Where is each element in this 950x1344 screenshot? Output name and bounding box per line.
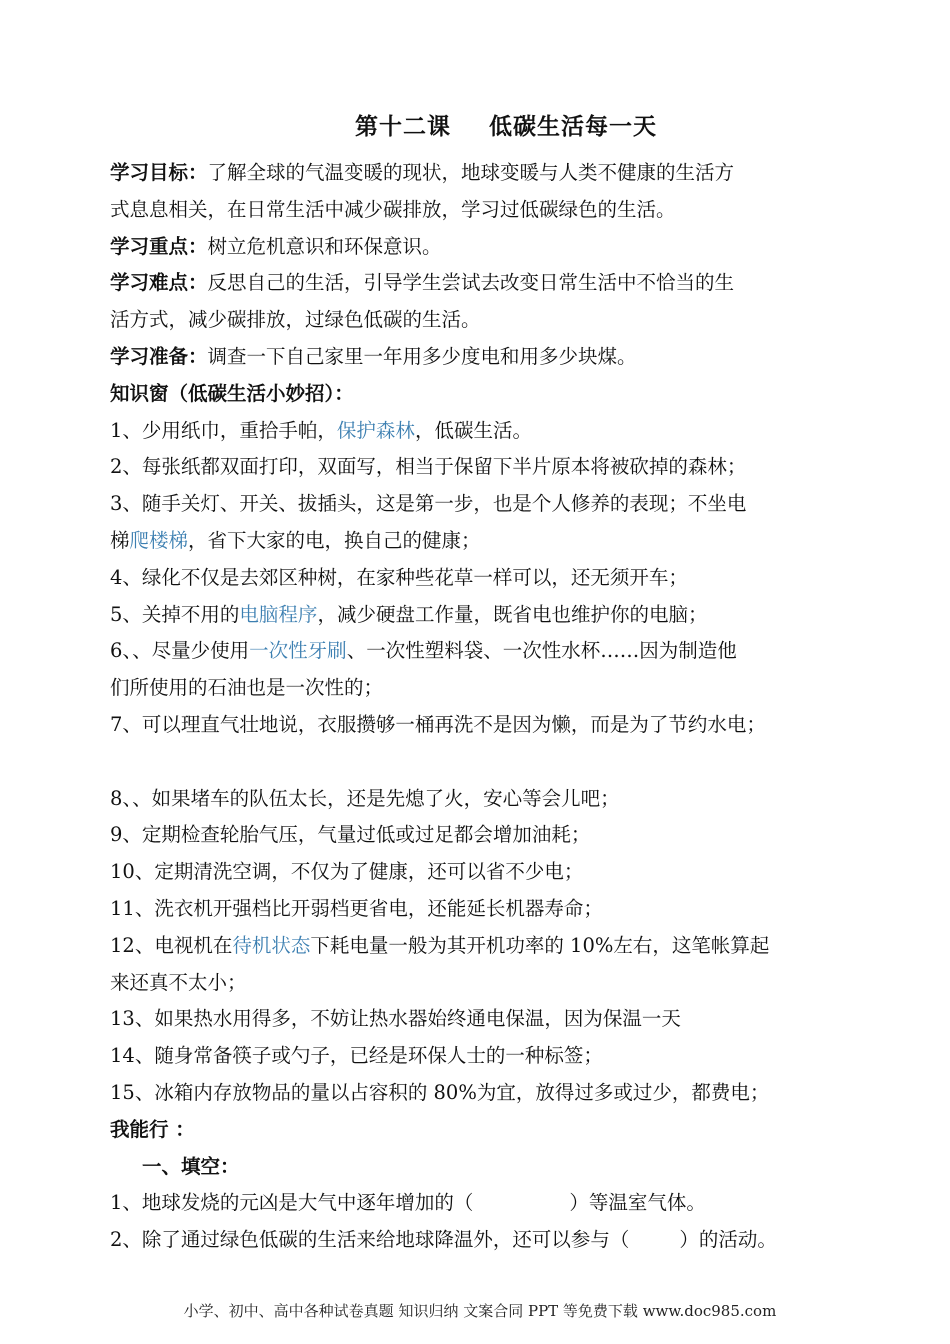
difficulty-line-2: 活方式，减少碳排放，过绿色低碳的生活。 xyxy=(110,308,481,332)
tip-5-text-b: ，减少硬盘工作量，既省电也维护你的电脑； xyxy=(317,602,708,626)
tip-15: 15、冰箱内存放物品的量以占容积的 80%为宜，放得过多或过少，都费电； xyxy=(110,1080,770,1104)
question-1-text-a: 1、地球发烧的元凶是大气中逐年增加的（ xyxy=(110,1191,474,1215)
tip-2: 2、每张纸都双面打印，双面写，相当于保留下半片原本将被砍掉的森林； xyxy=(110,455,747,479)
tip-1-link[interactable]: 保护森林 xyxy=(336,418,415,442)
goal-line-1 xyxy=(110,155,850,192)
tip-5-text-a: 5、关掉不用的 xyxy=(110,602,240,626)
goal-label: 学习目标： xyxy=(110,161,208,184)
question-2-text-a: 2、除了通过绿色低碳的生活来给地球降温外，还可以参与（ xyxy=(110,1228,630,1252)
tip-12-text-b: 下耗电量一般为其开机功率的 10%左右，这笔帐算起 xyxy=(310,933,770,957)
tip-5 xyxy=(110,597,850,634)
difficulty-text-1: 反思自己的生活，引导学生尝试去改变日常生活中不恰当的生 xyxy=(207,271,735,295)
tip-3-line-1: 3、随手关灯、开关、拔插头，这是第一步，也是个人修养的表现；不坐电 xyxy=(110,492,747,516)
goal-text-1: 了解全球的气温变暖的现状，地球变暖与人类不健康的生活方 xyxy=(207,161,735,184)
tip-7: 7、可以理直气壮地说，衣服攒够一桶再洗不是因为懒，而是为了节约水电； xyxy=(110,712,766,736)
tip-12-link[interactable]: 待机状态 xyxy=(232,933,311,957)
tip-12-line-2: 来还真不太小； xyxy=(110,970,247,994)
question-1-text-b: ）等温室气体。 xyxy=(569,1191,706,1215)
tip-3-text-a: 梯 xyxy=(110,528,130,552)
lesson-number: 第十二课 xyxy=(355,114,451,140)
tip-12-text-a: 12、电视机在 xyxy=(110,933,233,957)
difficulty-label: 学习难点： xyxy=(110,271,208,295)
prep-line xyxy=(110,339,850,376)
tip-1-text-b: ，低碳生活。 xyxy=(414,418,532,442)
tip-1 xyxy=(110,413,850,450)
goal-line-2: 式息息相关，在日常生活中减少碳排放，学习过低碳绿色的生活。 xyxy=(110,197,676,221)
tip-3-link[interactable]: 爬楼梯 xyxy=(129,528,189,552)
tip-6-text-a: 6、、尽量少使用 xyxy=(110,639,250,663)
knowledge-window-heading: 知识窗（低碳生活小妙招）： xyxy=(110,381,354,405)
tip-3-text-b: ，省下大家的电，换自己的健康； xyxy=(188,528,481,552)
question-2-text-b: ）的活动。 xyxy=(679,1228,777,1252)
tip-6-line-1 xyxy=(110,633,850,670)
tip-11: 11、洗衣机开强档比开弱档更省电，还能延长机器寿命； xyxy=(110,896,603,920)
tip-6-text-b: 、一次性塑料袋、一次性水杯……因为制造他 xyxy=(346,639,737,663)
tip-6-link[interactable]: 一次性牙刷 xyxy=(249,639,347,663)
lesson-title xyxy=(0,108,950,141)
tip-13: 13、如果热水用得多，不妨让热水器始终通电保温，因为保温一天 xyxy=(110,1007,681,1031)
tip-10: 10、定期清洗空调，不仅为了健康，还可以省不少电； xyxy=(110,860,584,884)
difficulty-line-1 xyxy=(110,265,850,302)
tip-1-text-a: 1、少用纸巾，重拾手帕， xyxy=(110,418,337,442)
tip-4: 4、绿化不仅是去郊区种树，在家种些花草一样可以，还无须开车； xyxy=(110,565,688,589)
tip-9: 9、定期检查轮胎气压，气量过低或过足都会增加油耗； xyxy=(110,823,591,847)
blank-line xyxy=(110,744,850,781)
exercise-heading: 我能行 ： xyxy=(110,1117,195,1141)
focus-text: 树立危机意识和环保意识。 xyxy=(207,234,442,258)
tip-12-line-1 xyxy=(110,928,850,965)
focus-label: 学习重点： xyxy=(110,234,208,258)
fill-blank-heading: 一、填空： xyxy=(142,1154,240,1178)
tip-3-line-2 xyxy=(110,523,850,560)
tip-14: 14、随身常备筷子或勺子，已经是环保人士的一种标签； xyxy=(110,1044,603,1068)
lesson-content xyxy=(110,155,850,1259)
question-2 xyxy=(110,1222,850,1259)
lesson-name: 低碳生活每一天 xyxy=(489,114,657,140)
tip-5-link[interactable]: 电脑程序 xyxy=(239,602,318,626)
prep-text: 调查一下自己家里一年用多少度电和用多少块煤。 xyxy=(207,344,637,368)
tip-6-line-2: 们所使用的石油也是一次性的； xyxy=(110,676,384,700)
tip-8: 8、、如果堵车的队伍太长，还是先熄了火，安心等会儿吧； xyxy=(110,786,620,810)
question-1 xyxy=(110,1185,850,1222)
focus-line xyxy=(110,229,850,266)
page-footer: 小学、初中、高中各种试卷真题 知识归纳 文案合同 PPT 等免费下载 www.doc985.com xyxy=(183,1302,777,1320)
prep-label: 学习准备： xyxy=(110,344,208,368)
